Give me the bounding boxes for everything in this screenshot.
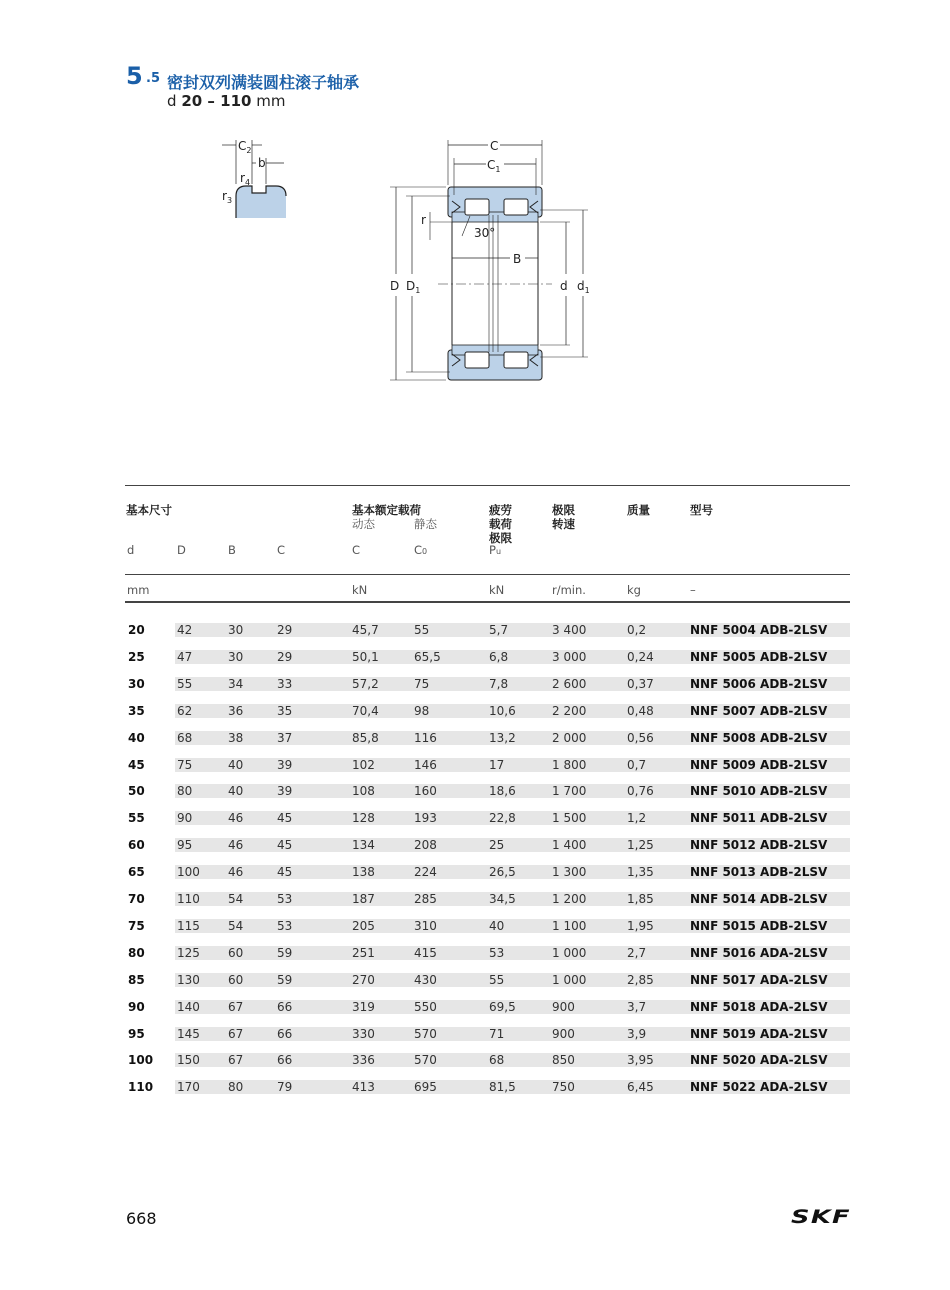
cell-C-dynamic: 251 [352, 945, 375, 960]
cell-designation: NNF 5012 ADB-2LSV [690, 838, 828, 853]
symbol-D: D [177, 543, 186, 557]
cell-B: 80 [228, 1080, 244, 1095]
cell-B: 67 [228, 1053, 244, 1068]
cell-C: 66 [277, 1053, 293, 1068]
detail-drawing [222, 139, 286, 218]
header-fatigue-2: 载荷 [489, 517, 512, 531]
units-bottom-rule [125, 601, 850, 603]
cell-Pu: 17 [489, 757, 505, 772]
cell-Pu: 68 [489, 1053, 505, 1068]
cell-mass: 0,76 [627, 784, 654, 799]
cell-Pu: 7,8 [489, 676, 509, 691]
cell-C-dynamic: 336 [352, 1053, 375, 1068]
cell-D: 110 [177, 892, 200, 906]
skf-logo: SKF [791, 1206, 851, 1228]
cell-B: 30 [228, 623, 244, 637]
cell-Pu: 53 [489, 945, 505, 960]
table-row [125, 1053, 850, 1067]
cell-Pu: 81,5 [489, 1080, 516, 1095]
table-row [125, 704, 850, 718]
table-row [125, 919, 850, 933]
cell-C: 35 [277, 703, 293, 718]
cell-speed: 2 600 [552, 676, 587, 691]
label-angle: 30° [474, 226, 496, 240]
cell-speed: 900 [552, 999, 575, 1014]
cell-B: 40 [228, 784, 244, 799]
cell-C-dynamic: 205 [352, 918, 375, 933]
symbol-B: B [228, 543, 236, 557]
cell-mass: 1,25 [627, 838, 654, 853]
label-r: r [421, 213, 426, 227]
cell-mass: 2,85 [627, 972, 654, 987]
cell-C-dynamic: 50,1 [352, 649, 379, 664]
header-designation: 型号 [690, 503, 713, 517]
header-static: 静态 [414, 517, 437, 531]
cell-d: 110 [128, 1080, 154, 1095]
header-speed-1: 极限 [552, 503, 575, 517]
cell-Pu: 40 [489, 918, 505, 933]
cell-Pu: 25 [489, 838, 505, 853]
cell-C0-static: 208 [414, 838, 437, 853]
units-top-rule [125, 574, 850, 575]
cell-D: 55 [177, 676, 193, 691]
cell-designation: NNF 5015 ADB-2LSV [690, 918, 828, 933]
symbol-C0: C0 [414, 543, 428, 557]
cell-speed: 1 800 [552, 757, 587, 772]
cell-C0-static: 415 [414, 945, 437, 960]
header-mass: 质量 [627, 503, 650, 517]
header-load-ratings: 基本额定载荷 [352, 503, 421, 517]
cell-mass: 0,37 [627, 676, 654, 691]
cell-C: 59 [277, 972, 293, 987]
cell-C-dynamic: 138 [352, 865, 375, 880]
size-range-prefix: d [167, 92, 177, 110]
cell-designation: NNF 5016 ADA-2LSV [690, 945, 828, 960]
cell-B: 34 [228, 676, 244, 691]
label-C1: $C_1$ [487, 158, 501, 174]
cell-d: 75 [128, 918, 145, 933]
cell-designation: NNF 5011 ADB-2LSV [690, 811, 828, 826]
label-B: B [513, 252, 522, 266]
size-range-unit: mm [256, 92, 286, 110]
table-row [125, 784, 850, 798]
cell-d: 40 [128, 730, 145, 745]
cell-speed: 1 200 [552, 892, 587, 906]
cell-designation: NNF 5009 ADB-2LSV [690, 757, 828, 772]
cell-B: 54 [228, 918, 244, 933]
cell-D: 140 [177, 999, 200, 1014]
cell-C-dynamic: 102 [352, 757, 375, 772]
unit-designation: – [690, 583, 696, 597]
cell-designation: NNF 5005 ADB-2LSV [690, 649, 828, 664]
cell-D: 95 [177, 838, 193, 853]
cell-d: 65 [128, 865, 145, 880]
cell-d: 90 [128, 999, 145, 1014]
unit-mass: kg [627, 583, 641, 597]
cell-designation: NNF 5018 ADA-2LSV [690, 999, 828, 1014]
cell-C-dynamic: 413 [352, 1080, 375, 1095]
cell-C-dynamic: 45,7 [352, 623, 379, 637]
cell-B: 46 [228, 811, 244, 826]
cell-C-dynamic: 187 [352, 892, 375, 906]
size-range-values: 20 – 110 [181, 92, 252, 110]
cell-C: 33 [277, 676, 293, 691]
table-row [125, 838, 850, 852]
cell-C-dynamic: 85,8 [352, 730, 379, 745]
cell-d: 70 [128, 892, 145, 906]
cell-C0-static: 146 [414, 757, 437, 772]
cell-D: 115 [177, 918, 200, 933]
cell-designation: NNF 5013 ADB-2LSV [690, 865, 828, 880]
cell-C-dynamic: 108 [352, 784, 375, 799]
cell-C: 66 [277, 1026, 293, 1041]
cell-designation: NNF 5006 ADB-2LSV [690, 676, 828, 691]
header-fatigue-3: 极限 [489, 531, 512, 545]
cell-D: 125 [177, 945, 200, 960]
cell-D: 68 [177, 730, 193, 745]
cell-C-dynamic: 330 [352, 1026, 375, 1041]
cell-speed: 900 [552, 1026, 575, 1041]
cell-C: 29 [277, 649, 293, 664]
cell-B: 54 [228, 892, 244, 906]
section-number: 5 [126, 62, 143, 90]
table-row [125, 677, 850, 691]
cell-designation: NNF 5010 ADB-2LSV [690, 784, 828, 799]
cell-designation: NNF 5008 ADB-2LSV [690, 730, 828, 745]
cell-speed: 850 [552, 1053, 575, 1068]
table-row [125, 623, 850, 637]
cell-mass: 3,95 [627, 1053, 654, 1068]
cell-C0-static: 570 [414, 1026, 437, 1041]
label-r4: $r_4$ [240, 171, 251, 187]
cell-B: 30 [228, 649, 244, 664]
cell-mass: 3,7 [627, 999, 647, 1014]
cell-B: 36 [228, 703, 244, 718]
cell-Pu: 26,5 [489, 865, 516, 880]
cell-C0-static: 570 [414, 1053, 437, 1068]
cell-mass: 3,9 [627, 1026, 647, 1041]
header-speed-2: 转速 [552, 517, 575, 531]
cell-D: 170 [177, 1080, 200, 1095]
cell-d: 100 [128, 1053, 154, 1068]
cell-C0-static: 75 [414, 676, 430, 691]
cell-designation: NNF 5007 ADB-2LSV [690, 703, 828, 718]
bearing-drawings [0, 0, 950, 420]
cell-B: 60 [228, 945, 244, 960]
cell-mass: 0,24 [627, 649, 654, 664]
cell-Pu: 6,8 [489, 649, 509, 664]
cell-C: 53 [277, 918, 293, 933]
cell-speed: 3 000 [552, 649, 587, 664]
cell-mass: 1,85 [627, 892, 654, 906]
cell-B: 46 [228, 838, 244, 853]
cell-speed: 1 500 [552, 811, 587, 826]
cell-C-dynamic: 128 [352, 811, 375, 826]
cell-B: 46 [228, 865, 244, 880]
cell-d: 45 [128, 757, 145, 772]
table-row [125, 758, 850, 772]
cell-d: 35 [128, 703, 145, 718]
cell-C: 29 [277, 623, 293, 637]
table-row [125, 650, 850, 664]
cell-C-dynamic: 70,4 [352, 703, 379, 718]
cell-mass: 2,7 [627, 945, 647, 960]
table-row [125, 1027, 850, 1041]
symbol-C-dyn: C [352, 543, 361, 557]
cell-D: 145 [177, 1026, 200, 1041]
label-b: b [258, 156, 266, 170]
label-C: C [490, 139, 499, 153]
table-row [125, 865, 850, 879]
section-subnumber: .5 [146, 71, 160, 86]
cell-d: 55 [128, 811, 145, 826]
cell-C: 45 [277, 838, 293, 853]
table-row [125, 731, 850, 745]
cell-d: 20 [128, 623, 145, 637]
symbol-C: C [277, 543, 286, 557]
cell-Pu: 71 [489, 1026, 505, 1041]
cell-mass: 1,35 [627, 865, 654, 880]
symbol-Pu: Pu [489, 543, 502, 557]
cell-Pu: 22,8 [489, 811, 516, 826]
symbol-d: d [127, 543, 135, 557]
header-dynamic: 动态 [352, 517, 375, 531]
label-d1: $d_1$ [577, 279, 590, 295]
cell-D: 42 [177, 623, 193, 637]
cell-D: 62 [177, 703, 193, 718]
cell-speed: 1 400 [552, 838, 587, 853]
table-top-rule [125, 485, 850, 486]
cell-D: 150 [177, 1053, 200, 1068]
cell-d: 60 [128, 838, 145, 853]
unit-kN-fatigue: kN [489, 583, 505, 597]
cell-mass: 1,95 [627, 918, 654, 933]
cell-d: 30 [128, 676, 145, 691]
cell-mass: 0,7 [627, 757, 647, 772]
cell-mass: 6,45 [627, 1080, 654, 1095]
cell-C-dynamic: 134 [352, 838, 375, 853]
cell-mass: 1,2 [627, 811, 647, 826]
cell-C0-static: 224 [414, 865, 437, 880]
cell-d: 25 [128, 649, 145, 664]
cell-designation: NNF 5004 ADB-2LSV [690, 623, 828, 637]
cell-Pu: 5,7 [489, 623, 509, 637]
cell-d: 95 [128, 1026, 145, 1041]
cell-C: 45 [277, 811, 293, 826]
unit-speed: r/min. [552, 583, 586, 597]
cell-B: 67 [228, 1026, 244, 1041]
cell-d: 85 [128, 972, 145, 987]
cell-speed: 1 000 [552, 945, 587, 960]
header-fatigue-1: 疲劳 [489, 503, 512, 517]
cell-designation: NNF 5022 ADA-2LSV [690, 1080, 828, 1095]
cell-speed: 1 100 [552, 918, 587, 933]
cell-mass: 0,2 [627, 623, 647, 637]
label-r3: $r_3$ [222, 189, 233, 205]
cell-d: 50 [128, 784, 145, 799]
cell-B: 40 [228, 757, 244, 772]
cell-C: 66 [277, 999, 293, 1014]
cell-C: 45 [277, 865, 293, 880]
cell-Pu: 18,6 [489, 784, 516, 799]
header-basic-dims: 基本尺寸 [126, 503, 172, 517]
cell-C: 39 [277, 784, 293, 799]
cell-C: 53 [277, 892, 293, 906]
cell-designation: NNF 5019 ADA-2LSV [690, 1026, 828, 1041]
cell-mass: 0,56 [627, 730, 654, 745]
cell-D: 130 [177, 972, 200, 987]
cell-D: 80 [177, 784, 193, 799]
cell-C0-static: 98 [414, 703, 430, 718]
cell-C0-static: 160 [414, 784, 437, 799]
cell-designation: NNF 5014 ADB-2LSV [690, 892, 828, 906]
cell-B: 38 [228, 730, 244, 745]
label-c2: $C_2$ [238, 139, 252, 155]
cell-speed: 2 000 [552, 730, 587, 745]
cell-Pu: 69,5 [489, 999, 516, 1014]
cell-C-dynamic: 270 [352, 972, 375, 987]
cell-D: 47 [177, 649, 193, 664]
cell-speed: 1 700 [552, 784, 587, 799]
label-D1: $D_1$ [406, 279, 421, 295]
cell-Pu: 55 [489, 972, 505, 987]
cell-Pu: 34,5 [489, 892, 516, 906]
cell-C: 37 [277, 730, 293, 745]
cell-speed: 2 200 [552, 703, 587, 718]
table-row [125, 1000, 850, 1014]
page-number: 668 [126, 1209, 157, 1228]
cell-speed: 1 300 [552, 865, 587, 880]
label-D: D [390, 279, 400, 293]
cell-mass: 0,48 [627, 703, 654, 718]
cell-C-dynamic: 319 [352, 999, 375, 1014]
cell-C0-static: 285 [414, 892, 437, 906]
table-row [125, 973, 850, 987]
cell-C-dynamic: 57,2 [352, 676, 379, 691]
cell-C0-static: 695 [414, 1080, 437, 1095]
cell-C0-static: 430 [414, 972, 437, 987]
unit-kN-load: kN [352, 583, 368, 597]
table-row [125, 892, 850, 906]
cell-speed: 3 400 [552, 623, 587, 637]
cell-C0-static: 310 [414, 918, 437, 933]
cell-Pu: 10,6 [489, 703, 516, 718]
cell-designation: NNF 5020 ADA-2LSV [690, 1053, 828, 1068]
cell-speed: 1 000 [552, 972, 587, 987]
cell-C0-static: 550 [414, 999, 437, 1014]
table-row [125, 811, 850, 825]
cell-C: 79 [277, 1080, 293, 1095]
cell-speed: 750 [552, 1080, 575, 1095]
cell-C0-static: 55 [414, 623, 430, 637]
cell-C0-static: 116 [414, 730, 437, 745]
cell-B: 60 [228, 972, 244, 987]
cell-Pu: 13,2 [489, 730, 516, 745]
cell-C0-static: 193 [414, 811, 437, 826]
page-title: 密封双列满装圆柱滚子轴承 [167, 73, 360, 92]
cell-D: 90 [177, 811, 193, 826]
cell-C: 59 [277, 945, 293, 960]
label-d: d [560, 279, 568, 293]
cell-C0-static: 65,5 [414, 649, 441, 664]
section-drawing [390, 139, 590, 380]
cell-designation: NNF 5017 ADA-2LSV [690, 972, 828, 987]
unit-mm: mm [127, 583, 150, 597]
cell-D: 75 [177, 757, 193, 772]
cell-B: 67 [228, 999, 244, 1014]
table-row [125, 946, 850, 960]
cell-C: 39 [277, 757, 293, 772]
table-row [125, 1080, 850, 1094]
cell-d: 80 [128, 945, 145, 960]
cell-D: 100 [177, 865, 200, 880]
